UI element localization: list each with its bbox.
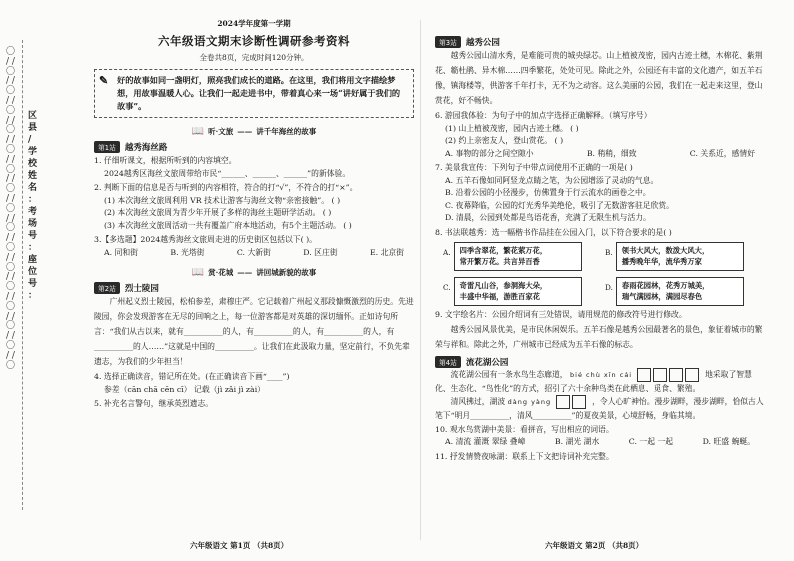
couplet-text: 瑞气满园林， [621,291,666,301]
answer-boxes-1[interactable] [637,368,701,382]
option-label: A. [443,248,451,257]
couplet-text: 播秀晚年华， [621,256,666,266]
theme-dash: —— [237,268,253,277]
option-label: B. [605,248,613,257]
couplet-text: 奇雷凡山谷， [459,281,504,290]
section-2-name: 烈士陵园 [124,284,159,294]
question-4: 4. 选择正确读音，错记所在处。(在正确读音下画“____”) [94,372,290,381]
left-page [94,18,414,411]
pinyin-hint-2: dàng yàng [507,397,552,406]
question-2: 2. 判断下面的信息是否与听到的内容相符，符合的打“√”，不符合的打“×”。 [94,183,358,192]
left-page-footer: 六年级语文 第1页 （共8页） [190,541,289,550]
reading-passage: 广州起义烈士陵园，松柏参差，肃穆庄严。它记载着广州起义那段慷慨激烈的历史。先进陵园，你会发现游客在无尽的回响之上，每一位游客都是对英雄的深切缅怀。正如诗句所言：“我们从古以来，就有__________的人，有__________的人，有__________的人，有__________的人……”这就是中国的__________。让我们在此汲取力量，坚定前行，不负先辈遗志，为我们的少年担当！ [94,297,414,366]
question-10: 10. 观水鸟赏湖中美景：看拼音，写出相应的词语。 [435,424,614,434]
section-4-tag: 第4站 [435,356,461,368]
couplet-text: 共言异百香 [503,256,540,266]
book-icon: 📖 [191,126,205,137]
right-page [435,18,765,463]
theme-2-right: 讲回城新貌的故事 [256,268,317,277]
option[interactable]: C. 一起 一起 [628,437,674,446]
option[interactable]: D. 区庄街 [303,247,338,257]
section-4-header [435,356,765,368]
question-7-option[interactable]: C. 夜幕降临，公园的灯光秀华美绝伦，吸引了无数游客驻足欣赏。 [445,200,674,210]
binding-circles: 〇 / / 〇 / / 〇 / / 〇 / / 〇 / / 〇 / / 〇 / / 〇 / / 〇 / / 〇 / / 〇 / / 〇 / / 〇 / / 〇 / / 〇 / / 〇 / / 〇 [6,47,16,371]
question-8: 8. 书法联越秀：选一幅楷书作品挂在公园入门，以下符合要求的是( ) [435,227,672,237]
theme-1-left: 听·文旅 [208,127,234,136]
question-7-option[interactable]: D. 清晨，公园到处都是鸟语花香，充满了无限生机与活力。 [445,213,651,222]
couplet-text: 常开繁万花。 [459,256,504,266]
question-7-option[interactable]: A. 五羊石像如同阿竖龙点睛之笔，为公园增添了灵动的气息。 [445,175,659,185]
school-year: 2024学年度第一学期 [217,19,291,28]
theme-1-right: 讲千年海丝的故事 [256,127,317,136]
lake-passage [435,368,765,395]
question-2-item[interactable]: (3) 本次海丝文旅周活动一共有覆盖广府本地活动，有5个主题活动。 ( ) [104,220,352,230]
calligraphy-option-b[interactable] [605,242,755,271]
option[interactable]: B. 湖光 湖水 [554,437,600,446]
option: A. 事物的部分之间空隙小 [445,148,534,158]
option: C. 关系近，感情好 [689,148,755,158]
question-3-options [94,247,414,260]
question-2-item[interactable]: (2) 本次海丝文旅周为青少年开展了多样的海丝主题研学活动。 ( ) [104,208,332,217]
calligraphy-option-d[interactable] [605,277,755,306]
question-6-item[interactable]: (1) 山上植被茂密，园内古迹土穗。 ( ) [445,123,579,133]
option: B. 稍稍，细致 [586,148,637,158]
question-1-blank[interactable]: 2024越秀区海丝文旅周带给市民“______、______、______”的新体验。 [104,168,351,178]
pinyin-hint-1: bié chù xīn cái [570,370,633,379]
option-label: D. [605,283,613,292]
theme-2-left: 赏·花城 [208,268,234,277]
exam-subtitle: 全卷共8页，完成时间120分钟。 [199,53,309,62]
question-2-item[interactable]: (1) 本次海丝文旅周利用 VR 技术让游客与海丝文物“亲密接触”。 ( ) [104,195,341,205]
section-1-header [94,141,414,153]
theme-banner-1 [94,126,414,137]
option[interactable]: D. 旺盛 蜿蜒。 [702,437,755,446]
question-11: 11. 抒发情赞夜咏湖：联系上下文把诗词补充完整。 [435,451,614,461]
intro-text: 好的故事如同一盏明灯，照亮我们成长的道路。在这里，我们将用文字描绘梦想，用故事温暖人心。让我们一起走进书中，带着真心来一场“讲好属于我们的故事”。 [117,75,401,111]
question-6-item[interactable]: (2) 约上亲密友人，登山赏花。 ( ) [445,136,564,145]
question-1: 1. 仔细听课文，根据所听到的内容填空。 [94,156,237,165]
couplet-text: 流华秀万家 [665,256,702,266]
couplet-text: 数泼大风大， [665,246,710,255]
section-3-tag: 第3站 [435,36,461,48]
couplet-text: 花秀万城美， [665,281,710,290]
calligraphy-box [616,242,744,271]
calligraphy-box [454,242,582,271]
section-3-name: 越秀公园 [465,38,500,48]
page-fold-divider [420,20,421,540]
couplet-text: 满园尽春色 [665,291,703,301]
book-icon: 📖 [191,267,205,278]
question-10-options [435,436,765,449]
question-5: 5. 补充名言警句，继承英烈遗志。 [94,399,214,408]
option[interactable]: B. 光塔街 [170,247,205,257]
question-3: 3.【多选题】2024越秀海丝文旅周走进的历史街区包括以下( )。 [94,235,317,244]
park-intro-to-edit[interactable]: 越秀公园风景优美，是市民休闲娱乐。五羊石像是越秀公园最著名的景色，象征着城市的繁荣与祥和。除此之外，广州城市已经成为五羊石像的标志。 [435,324,763,349]
binding-line [22,40,23,510]
section-2-header [94,282,414,294]
calligraphy-box [454,277,582,306]
calligraphy-options [443,242,755,306]
option-label: C. [443,283,451,292]
option[interactable]: A. 同和街 [104,247,138,257]
calligraphy-option-c[interactable] [443,277,593,306]
question-6-options [435,148,765,161]
exam-title: 六年级语文期末诊断性调研参考资料 [158,34,350,48]
option[interactable]: E. 北京街 [369,247,404,257]
option[interactable]: C. 大新街 [236,247,271,257]
right-page-footer: 六年级语文 第2页 （共8页） [545,541,644,550]
intro-box [94,69,414,118]
question-7-option[interactable]: B. 沿着公园的小径漫步，仿佛置身于行云流水的画卷之中。 [445,188,651,197]
couplet-text: 丰盛中华福， [459,291,504,301]
question-7: 7. 美景我宣传：下列句子中带点词使用不正确的一项是( ) [435,163,633,172]
lake-passage-2 [435,395,765,422]
question-9: 9. 文字绘名片：公园介绍词有三处错误，请用规范的修改符号进行修改。 [435,310,687,319]
calligraphy-option-a[interactable] [443,242,593,271]
section-4-name: 流花湖公园 [465,357,509,368]
couplet-text: 参洞海大朵， [503,281,548,290]
lake-passage-part-3: 清风拂过，湖波 [450,396,506,406]
lake-passage-part-2: 地采取了智慧化、生态化、“鸟性化”的方式，招引了六十余种鸟类在此栖息、觅食、繁殖。 [435,369,752,393]
option[interactable]: A. 清流 灌溉 翠绿 叠嶂 [445,437,526,446]
pen-icon: ✎ [99,74,109,87]
section-1-tag: 第1站 [94,141,120,153]
section-2-tag: 第2站 [94,282,120,294]
binding-vertical-text: 区 县 / 学 校 姓 名 ： 考 场 号 ： 座 位 号 ： [28,111,38,301]
couplet-text: 春雨花园林， [621,281,666,290]
couplet-text: 领书大风大， [621,246,666,255]
calligraphy-box [616,277,744,306]
answer-boxes-2[interactable] [556,395,588,409]
question-4-choices[interactable]: 参差（cān chā cēn cī） 记载（jì zǎi jì zài） [104,384,265,394]
section-1-name: 越秀海丝路 [124,143,168,153]
couplet-text: 游胜百家花 [503,291,540,301]
park-passage: 越秀公园山清水秀，是难能可贵的城央绿芯。山上植被茂密，园内古迹土穗，木棉花、紫荆花、簕杜鹃、异木棉……四季繁花，处处可见。除此之外，公园还有丰富的文化遗产，如五羊石像，镇海楼等，供游客千年打卡，无不为之动容。这么美丽的公园，我们在一起走来这里，登山赏花，好不畅快。 [435,51,763,105]
couplet-text: 四季含翠花， [459,246,504,255]
lake-passage-part-4: ，令人心旷神怡。漫步湖畔，漫步湖畔，恰似古人笔下“明月__________，清风__________”的夏夜美景，心境舒畅，身临其境。 [435,396,764,420]
question-6: 6. 游园我体验：为句子中的加点字选择正确解释。（填写序号） [435,111,652,120]
couplet-text: 繁花萦万花， [503,246,548,255]
theme-dash: —— [237,127,253,136]
lake-passage-part-1: 流花湖公园有一条水鸟生态廊道， [450,369,568,379]
theme-banner-2 [94,267,414,278]
section-3-header [435,36,765,48]
binding-margin [0,40,50,510]
